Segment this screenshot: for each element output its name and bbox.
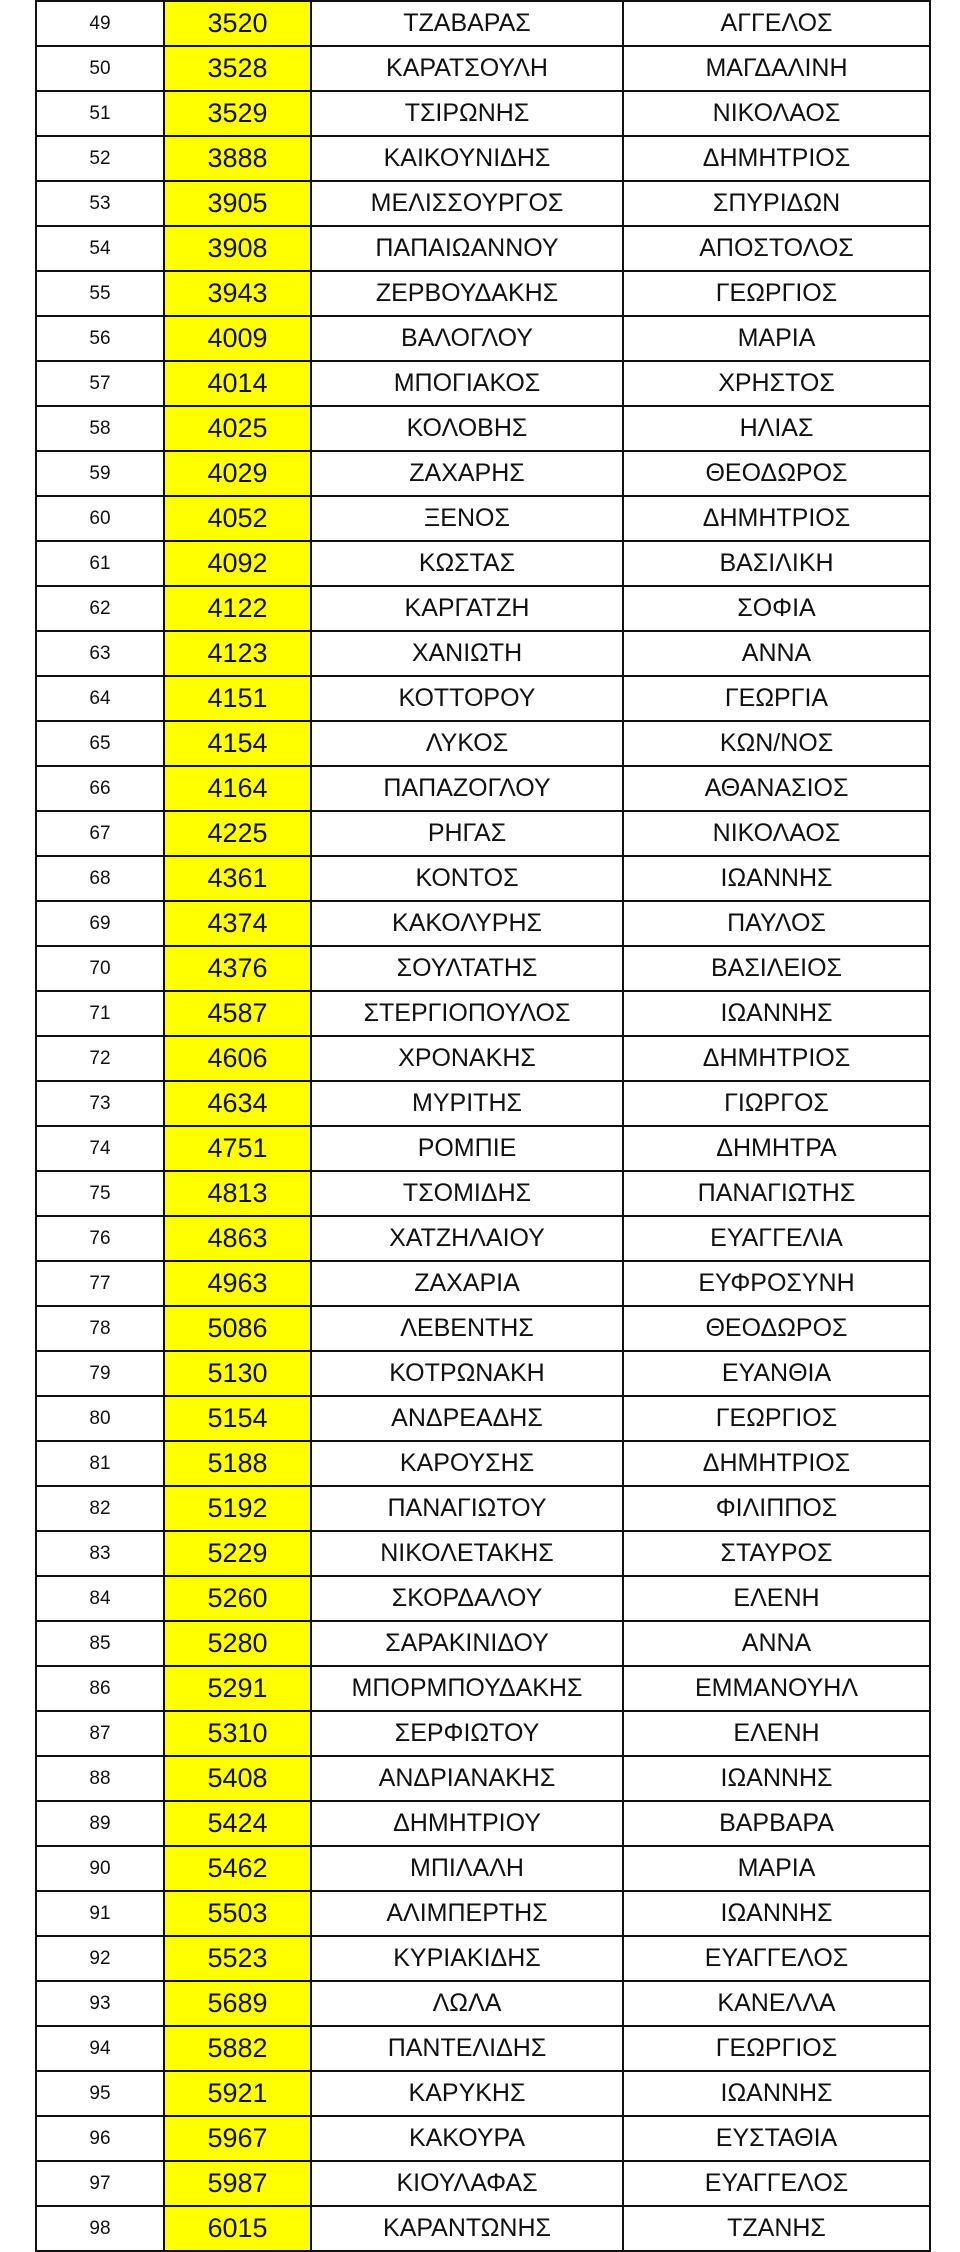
surname-cell: ΑΝΔΡΕΑΔΗΣ [311,1396,623,1441]
code-cell: 5462 [164,1846,311,1891]
code-cell: 5921 [164,2071,311,2116]
table-row [36,1396,930,1441]
surname-cell: ΚΟΤΤΟΡΟΥ [311,676,623,721]
row-number-cell: 78 [36,1306,164,1351]
code-cell: 3528 [164,46,311,91]
first-name-cell: ΠΑΥΛΟΣ [623,901,930,946]
table-row [36,1351,930,1396]
row-number-cell: 84 [36,1576,164,1621]
surname-cell: ΖΑΧΑΡΗΣ [311,451,623,496]
first-name-cell: ΙΩΑΝΝΗΣ [623,991,930,1036]
table-row [36,1216,930,1261]
first-name-cell: ΓΕΩΡΓΙΑ [623,676,930,721]
row-number-cell: 70 [36,946,164,991]
code-cell: 3888 [164,136,311,181]
row-number-cell: 95 [36,2071,164,2116]
code-cell: 5523 [164,1936,311,1981]
row-number-cell: 76 [36,1216,164,1261]
row-number-cell: 88 [36,1756,164,1801]
first-name-cell: ΔΗΜΗΤΡΙΟΣ [623,496,930,541]
row-number-cell: 51 [36,91,164,136]
surname-cell: ΤΖΑΒΑΡΑΣ [311,1,623,46]
surname-cell: ΜΠΙΛΑΛΗ [311,1846,623,1891]
first-name-cell: ΙΩΑΝΝΗΣ [623,1756,930,1801]
first-name-cell: ΕΥΑΓΓΕΛΟΣ [623,1936,930,1981]
first-name-cell: ΔΗΜΗΤΡΙΟΣ [623,1036,930,1081]
table-row [36,721,930,766]
first-name-cell: ΤΖΑΝΗΣ [623,2206,930,2251]
surname-cell: ΣΕΡΦΙΩΤΟΥ [311,1711,623,1756]
table-row [36,1261,930,1306]
code-cell: 5987 [164,2161,311,2206]
surname-cell: ΠΑΠΑΖΟΓΛΟΥ [311,766,623,811]
first-name-cell: ΗΛΙΑΣ [623,406,930,451]
code-cell: 4014 [164,361,311,406]
surname-cell: ΖΕΡΒΟΥΔΑΚΗΣ [311,271,623,316]
surname-cell: ΚΩΣΤΑΣ [311,541,623,586]
first-name-cell: ΝΙΚΟΛΑΟΣ [623,91,930,136]
row-number-cell: 50 [36,46,164,91]
table-row [36,1621,930,1666]
surname-cell: ΤΣΟΜΙΔΗΣ [311,1171,623,1216]
table-row [36,1576,930,1621]
row-number-cell: 72 [36,1036,164,1081]
code-cell: 4634 [164,1081,311,1126]
first-name-cell: ΠΑΝΑΓΙΩΤΗΣ [623,1171,930,1216]
first-name-cell: ΓΙΩΡΓΟΣ [623,1081,930,1126]
first-name-cell: ΘΕΟΔΩΡΟΣ [623,451,930,496]
surname-cell: ΚΟΝΤΟΣ [311,856,623,901]
code-cell: 5882 [164,2026,311,2071]
code-cell: 5310 [164,1711,311,1756]
first-name-cell: ΕΛΕΝΗ [623,1711,930,1756]
row-number-cell: 55 [36,271,164,316]
code-cell: 4052 [164,496,311,541]
row-number-cell: 81 [36,1441,164,1486]
code-cell: 5086 [164,1306,311,1351]
surname-cell: ΝΙΚΟΛΕΤΑΚΗΣ [311,1531,623,1576]
table-row [36,1036,930,1081]
surname-cell: ΠΑΠΑΙΩΑΝΝΟΥ [311,226,623,271]
surname-cell: ΣΟΥΛΤΑΤΗΣ [311,946,623,991]
code-cell: 6015 [164,2206,311,2251]
table-row [36,2206,930,2251]
surname-cell: ΑΝΔΡΙΑΝΑΚΗΣ [311,1756,623,1801]
row-number-cell: 93 [36,1981,164,2026]
row-number-cell: 71 [36,991,164,1036]
row-number-cell: 73 [36,1081,164,1126]
first-name-cell: ΝΙΚΟΛΑΟΣ [623,811,930,856]
row-number-cell: 89 [36,1801,164,1846]
row-number-cell: 85 [36,1621,164,1666]
row-number-cell: 63 [36,631,164,676]
surname-cell: ΡΗΓΑΣ [311,811,623,856]
row-number-cell: 82 [36,1486,164,1531]
code-cell: 4606 [164,1036,311,1081]
row-number-cell: 62 [36,586,164,631]
row-number-cell: 49 [36,1,164,46]
code-cell: 4025 [164,406,311,451]
first-name-cell: ΓΕΩΡΓΙΟΣ [623,2026,930,2071]
code-cell: 5408 [164,1756,311,1801]
table-row [36,2026,930,2071]
surname-cell: ΜΥΡΙΤΗΣ [311,1081,623,1126]
code-cell: 4123 [164,631,311,676]
first-name-cell: ΔΗΜΗΤΡΙΟΣ [623,1441,930,1486]
first-name-cell: ΑΠΟΣΤΟΛΟΣ [623,226,930,271]
surname-cell: ΣΚΟΡΔΑΛΟΥ [311,1576,623,1621]
row-number-cell: 53 [36,181,164,226]
table-row [36,1081,930,1126]
surname-cell: ΤΣΙΡΩΝΗΣ [311,91,623,136]
surname-cell: ΑΛΙΜΠΕΡΤΗΣ [311,1891,623,1936]
surname-cell: ΛΕΒΕΝΤΗΣ [311,1306,623,1351]
code-cell: 4151 [164,676,311,721]
table-row [36,136,930,181]
surname-cell: ΚΑΚΟΥΡΑ [311,2116,623,2161]
table-row [36,856,930,901]
first-name-cell: ΔΗΜΗΤΡΑ [623,1126,930,1171]
first-name-cell: ΑΝΝΑ [623,1621,930,1666]
row-number-cell: 66 [36,766,164,811]
table-row [36,361,930,406]
first-name-cell: ΕΥΑΓΓΕΛΟΣ [623,2161,930,2206]
table-row [36,316,930,361]
first-name-cell: ΒΑΡΒΑΡΑ [623,1801,930,1846]
first-name-cell: ΔΗΜΗΤΡΙΟΣ [623,136,930,181]
code-cell: 5503 [164,1891,311,1936]
row-number-cell: 92 [36,1936,164,1981]
row-number-cell: 75 [36,1171,164,1216]
row-number-cell: 87 [36,1711,164,1756]
table-row [36,1891,930,1936]
row-number-cell: 96 [36,2116,164,2161]
surname-cell: ΚΑΡΥΚΗΣ [311,2071,623,2116]
code-cell: 5424 [164,1801,311,1846]
surname-cell: ΠΑΝΤΕΛΙΔΗΣ [311,2026,623,2071]
code-cell: 4164 [164,766,311,811]
table-row [36,1531,930,1576]
table-row [36,541,930,586]
code-cell: 4374 [164,901,311,946]
surname-cell: ΒΑΛΟΓΛΟΥ [311,316,623,361]
names-table [35,0,931,2252]
surname-cell: ΚΟΤΡΩΝΑΚΗ [311,1351,623,1396]
table-row [36,1666,930,1711]
table-row [36,1441,930,1486]
code-cell: 5967 [164,2116,311,2161]
code-cell: 4225 [164,811,311,856]
first-name-cell: ΚΑΝΕΛΛΑ [623,1981,930,2026]
code-cell: 4009 [164,316,311,361]
row-number-cell: 98 [36,2206,164,2251]
table-body [36,1,930,2251]
table-row [36,226,930,271]
first-name-cell: ΕΥΣΤΑΘΙΑ [623,2116,930,2161]
row-number-cell: 77 [36,1261,164,1306]
table-row [36,2071,930,2116]
code-cell: 3905 [164,181,311,226]
code-cell: 4361 [164,856,311,901]
first-name-cell: ΙΩΑΝΝΗΣ [623,2071,930,2116]
table-row [36,1846,930,1891]
table-row [36,631,930,676]
code-cell: 4154 [164,721,311,766]
first-name-cell: ΑΓΓΕΛΟΣ [623,1,930,46]
first-name-cell: ΜΑΓΔΑΛΙΝΗ [623,46,930,91]
code-cell: 3943 [164,271,311,316]
table-row [36,271,930,316]
first-name-cell: ΣΤΑΥΡΟΣ [623,1531,930,1576]
code-cell: 4751 [164,1126,311,1171]
surname-cell: ΜΠΟΡΜΠΟΥΔΑΚΗΣ [311,1666,623,1711]
surname-cell: ΡΟΜΠΙΕ [311,1126,623,1171]
row-number-cell: 97 [36,2161,164,2206]
code-cell: 3529 [164,91,311,136]
table-row [36,676,930,721]
first-name-cell: ΕΥΑΝΘΙΑ [623,1351,930,1396]
code-cell: 4963 [164,1261,311,1306]
first-name-cell: ΜΑΡΙΑ [623,1846,930,1891]
first-name-cell: ΕΥΦΡΟΣΥΝΗ [623,1261,930,1306]
surname-cell: ΣΑΡΑΚΙΝΙΔΟΥ [311,1621,623,1666]
code-cell: 4122 [164,586,311,631]
code-cell: 4587 [164,991,311,1036]
surname-cell: ΚΟΛΟΒΗΣ [311,406,623,451]
first-name-cell: ΑΝΝΑ [623,631,930,676]
table-row [36,766,930,811]
surname-cell: ΚΑΡΑΤΣΟΥΛΗ [311,46,623,91]
row-number-cell: 58 [36,406,164,451]
table-row [36,991,930,1036]
surname-cell: ΜΠΟΓΙΑΚΟΣ [311,361,623,406]
row-number-cell: 79 [36,1351,164,1396]
row-number-cell: 57 [36,361,164,406]
code-cell: 5280 [164,1621,311,1666]
row-number-cell: 59 [36,451,164,496]
table-row [36,91,930,136]
code-cell: 5188 [164,1441,311,1486]
table-row [36,1981,930,2026]
row-number-cell: 90 [36,1846,164,1891]
table-row [36,811,930,856]
row-number-cell: 74 [36,1126,164,1171]
first-name-cell: ΙΩΑΝΝΗΣ [623,1891,930,1936]
code-cell: 3520 [164,1,311,46]
table-row [36,1936,930,1981]
row-number-cell: 94 [36,2026,164,2071]
first-name-cell: ΘΕΟΔΩΡΟΣ [623,1306,930,1351]
code-cell: 4029 [164,451,311,496]
table-row [36,451,930,496]
surname-cell: ΚΑΙΚΟΥΝΙΔΗΣ [311,136,623,181]
first-name-cell: ΑΘΑΝΑΣΙΟΣ [623,766,930,811]
first-name-cell: ΒΑΣΙΛΙΚΗ [623,541,930,586]
surname-cell: ΚΑΚΟΛΥΡΗΣ [311,901,623,946]
code-cell: 5154 [164,1396,311,1441]
first-name-cell: ΜΑΡΙΑ [623,316,930,361]
surname-cell: ΔΗΜΗΤΡΙΟΥ [311,1801,623,1846]
table-row [36,1126,930,1171]
table-row [36,1711,930,1756]
code-cell: 4813 [164,1171,311,1216]
table-row [36,406,930,451]
table-row [36,1171,930,1216]
row-number-cell: 60 [36,496,164,541]
surname-cell: ΧΑΝΙΩΤΗ [311,631,623,676]
table-row [36,1486,930,1531]
row-number-cell: 54 [36,226,164,271]
code-cell: 5291 [164,1666,311,1711]
first-name-cell: ΣΟΦΙΑ [623,586,930,631]
table-row [36,586,930,631]
table-row [36,1306,930,1351]
surname-cell: ΚΑΡΓΑΤΖΗ [311,586,623,631]
row-number-cell: 56 [36,316,164,361]
table-row [36,496,930,541]
first-name-cell: ΕΜΜΑΝΟΥΗΛ [623,1666,930,1711]
first-name-cell: ΣΠΥΡΙΔΩΝ [623,181,930,226]
table-row [36,46,930,91]
table-row [36,2161,930,2206]
code-cell: 5260 [164,1576,311,1621]
surname-cell: ΧΡΟΝΑΚΗΣ [311,1036,623,1081]
document-page [35,0,929,2252]
row-number-cell: 80 [36,1396,164,1441]
row-number-cell: 68 [36,856,164,901]
surname-cell: ΛΥΚΟΣ [311,721,623,766]
surname-cell: ΜΕΛΙΣΣΟΥΡΓΟΣ [311,181,623,226]
first-name-cell: ΧΡΗΣΤΟΣ [623,361,930,406]
row-number-cell: 61 [36,541,164,586]
row-number-cell: 69 [36,901,164,946]
code-cell: 4376 [164,946,311,991]
table-row [36,1756,930,1801]
code-cell: 4863 [164,1216,311,1261]
code-cell: 5689 [164,1981,311,2026]
surname-cell: ΣΤΕΡΓΙΟΠΟΥΛΟΣ [311,991,623,1036]
table-row [36,946,930,991]
row-number-cell: 83 [36,1531,164,1576]
surname-cell: ΚΑΡΟΥΣΗΣ [311,1441,623,1486]
code-cell: 5229 [164,1531,311,1576]
surname-cell: ΞΕΝΟΣ [311,496,623,541]
surname-cell: ΧΑΤΖΗΛΑΙΟΥ [311,1216,623,1261]
first-name-cell: ΓΕΩΡΓΙΟΣ [623,271,930,316]
table-row [36,2116,930,2161]
code-cell: 4092 [164,541,311,586]
surname-cell: ΛΩΛΑ [311,1981,623,2026]
row-number-cell: 67 [36,811,164,856]
first-name-cell: ΦΙΛΙΠΠΟΣ [623,1486,930,1531]
row-number-cell: 52 [36,136,164,181]
surname-cell: ΠΑΝΑΓΙΩΤΟΥ [311,1486,623,1531]
surname-cell: ΚΑΡΑΝΤΩΝΗΣ [311,2206,623,2251]
code-cell: 5130 [164,1351,311,1396]
first-name-cell: ΚΩΝ/ΝΟΣ [623,721,930,766]
code-cell: 5192 [164,1486,311,1531]
row-number-cell: 91 [36,1891,164,1936]
first-name-cell: ΙΩΑΝΝΗΣ [623,856,930,901]
row-number-cell: 65 [36,721,164,766]
surname-cell: ΖΑΧΑΡΙΑ [311,1261,623,1306]
row-number-cell: 64 [36,676,164,721]
first-name-cell: ΕΛΕΝΗ [623,1576,930,1621]
table-row [36,901,930,946]
table-row [36,181,930,226]
surname-cell: ΚΥΡΙΑΚΙΔΗΣ [311,1936,623,1981]
first-name-cell: ΕΥΑΓΓΕΛΙΑ [623,1216,930,1261]
table-row [36,1,930,46]
surname-cell: ΚΙΟΥΛΑΦΑΣ [311,2161,623,2206]
table-row [36,1801,930,1846]
code-cell: 3908 [164,226,311,271]
row-number-cell: 86 [36,1666,164,1711]
first-name-cell: ΒΑΣΙΛΕΙΟΣ [623,946,930,991]
first-name-cell: ΓΕΩΡΓΙΟΣ [623,1396,930,1441]
